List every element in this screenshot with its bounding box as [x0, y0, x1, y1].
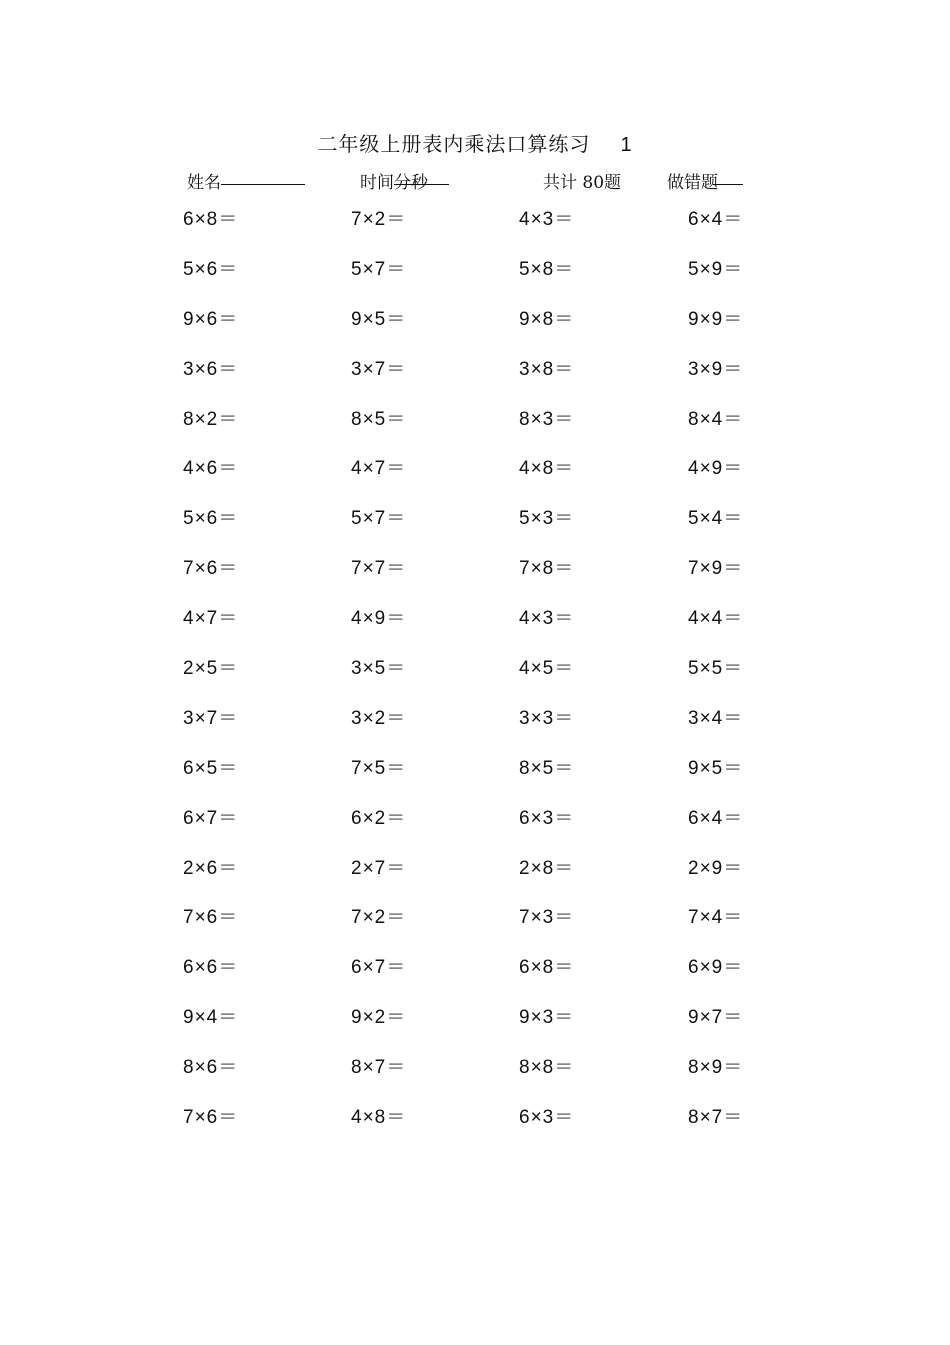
problem-row: [183, 354, 783, 404]
problem-row: [183, 204, 783, 254]
multiplication-problem: 3×9＝: [688, 358, 744, 380]
multiplication-problem: 5×9＝: [688, 258, 744, 280]
multiplication-problem: 3×5＝: [351, 658, 407, 680]
wrong-label: 做错: [667, 173, 701, 193]
multiplication-problem: 9×7＝: [688, 1007, 744, 1029]
multiplication-problem: 8×4＝: [688, 408, 744, 430]
multiplication-problem: 5×5＝: [688, 658, 744, 680]
multiplication-problem: 6×8＝: [519, 957, 575, 979]
problem-row: [183, 254, 783, 304]
wrong-unit: 题: [701, 173, 718, 193]
multiplication-problem: 4×6＝: [183, 458, 239, 480]
multiplication-problem: 6×7＝: [351, 957, 407, 979]
multiplication-problem: 4×8＝: [351, 1107, 407, 1129]
name-label: 姓名: [187, 173, 221, 193]
page-title: [0, 128, 950, 157]
multiplication-problem: 8×9＝: [688, 1057, 744, 1079]
multiplication-problem: 5×6＝: [183, 508, 239, 530]
multiplication-problem: 7×8＝: [519, 558, 575, 580]
wrong-blank[interactable]: [713, 168, 743, 185]
problem-row: [183, 404, 783, 454]
problem-row: [183, 553, 783, 603]
time-field[interactable]: [360, 168, 428, 193]
multiplication-problem: 7×7＝: [351, 558, 407, 580]
multiplication-problem: 4×4＝: [688, 608, 744, 630]
title-text: 二年级上册表内乘法口算练习: [317, 132, 591, 156]
multiplication-problem: 8×2＝: [183, 408, 239, 430]
multiplication-problem: 4×8＝: [519, 458, 575, 480]
total-count: 共计 80题: [543, 173, 622, 193]
multiplication-problem: 7×9＝: [688, 558, 744, 580]
multiplication-problem: 5×3＝: [519, 508, 575, 530]
minute-label: 分: [394, 173, 411, 193]
multiplication-problem: 4×3＝: [519, 608, 575, 630]
problem-row: [183, 453, 783, 503]
problem-row: [183, 952, 783, 1002]
multiplication-problem: 8×5＝: [351, 408, 407, 430]
multiplication-problem: 9×5＝: [351, 308, 407, 330]
multiplication-problem: 4×5＝: [519, 658, 575, 680]
multiplication-problem: 7×3＝: [519, 907, 575, 929]
multiplication-problem: 9×6＝: [183, 308, 239, 330]
multiplication-problem: 7×5＝: [351, 757, 407, 779]
multiplication-problem: 6×2＝: [351, 807, 407, 829]
multiplication-problem: 9×4＝: [183, 1007, 239, 1029]
multiplication-problem: 5×7＝: [351, 258, 407, 280]
multiplication-problem: 8×3＝: [519, 408, 575, 430]
multiplication-problem: 5×4＝: [688, 508, 744, 530]
multiplication-problem: 7×6＝: [183, 907, 239, 929]
multiplication-problem: 4×3＝: [519, 209, 575, 230]
time-label: 时间: [360, 173, 394, 193]
multiplication-problem: 7×2＝: [351, 907, 407, 929]
multiplication-problem: 3×7＝: [351, 358, 407, 380]
multiplication-problem: 9×2＝: [351, 1007, 407, 1029]
second-label: 秒: [411, 173, 428, 193]
multiplication-problem: 7×6＝: [183, 1107, 239, 1129]
problem-row: [183, 803, 783, 853]
multiplication-problem: 6×5＝: [183, 757, 239, 779]
problem-grid: [183, 204, 783, 1152]
problem-row: [183, 603, 783, 653]
multiplication-problem: 3×8＝: [519, 358, 575, 380]
wrong-field[interactable]: [667, 168, 718, 193]
multiplication-problem: 9×9＝: [688, 308, 744, 330]
title-number: 1: [620, 134, 633, 156]
multiplication-problem: 4×7＝: [183, 608, 239, 630]
multiplication-problem: 8×7＝: [688, 1107, 744, 1129]
name-blank[interactable]: [221, 168, 305, 185]
multiplication-problem: 2×9＝: [688, 857, 744, 879]
multiplication-problem: 2×7＝: [351, 857, 407, 879]
problem-row: [183, 503, 783, 553]
multiplication-problem: 6×4＝: [688, 807, 744, 829]
multiplication-problem: 5×8＝: [519, 258, 575, 280]
multiplication-problem: 8×6＝: [183, 1057, 239, 1079]
multiplication-problem: 8×5＝: [519, 757, 575, 779]
multiplication-problem: 7×6＝: [183, 558, 239, 580]
multiplication-problem: 7×2＝: [351, 209, 407, 230]
multiplication-problem: 8×8＝: [519, 1057, 575, 1079]
multiplication-problem: 2×6＝: [183, 857, 239, 879]
multiplication-problem: 4×9＝: [688, 458, 744, 480]
multiplication-problem: 5×6＝: [183, 258, 239, 280]
multiplication-problem: 9×3＝: [519, 1007, 575, 1029]
multiplication-problem: 9×5＝: [688, 757, 744, 779]
name-field[interactable]: [187, 168, 221, 193]
problem-row: [183, 1102, 783, 1152]
multiplication-problem: 6×9＝: [688, 957, 744, 979]
problem-row: [183, 1052, 783, 1102]
multiplication-problem: 6×7＝: [183, 807, 239, 829]
multiplication-problem: 3×2＝: [351, 707, 407, 729]
multiplication-problem: 6×8＝: [183, 209, 239, 230]
multiplication-problem: 8×7＝: [351, 1057, 407, 1079]
problem-row: [183, 902, 783, 952]
multiplication-problem: 6×4＝: [688, 209, 744, 230]
problem-row: [183, 1002, 783, 1052]
multiplication-problem: 3×6＝: [183, 358, 239, 380]
problem-row: [183, 703, 783, 753]
worksheet-header: [187, 168, 787, 192]
problem-row: [183, 304, 783, 354]
multiplication-problem: 7×4＝: [688, 907, 744, 929]
multiplication-problem: 9×8＝: [519, 308, 575, 330]
multiplication-problem: 3×7＝: [183, 707, 239, 729]
problem-row: [183, 653, 783, 703]
multiplication-problem: 2×8＝: [519, 857, 575, 879]
multiplication-problem: 6×6＝: [183, 957, 239, 979]
multiplication-problem: 5×7＝: [351, 508, 407, 530]
problem-row: [183, 853, 783, 903]
problem-row: [183, 753, 783, 803]
multiplication-problem: 3×3＝: [519, 707, 575, 729]
multiplication-problem: 3×4＝: [688, 707, 744, 729]
multiplication-problem: 4×9＝: [351, 608, 407, 630]
second-blank[interactable]: [411, 168, 449, 185]
multiplication-problem: 2×5＝: [183, 658, 239, 680]
multiplication-problem: 6×3＝: [519, 807, 575, 829]
multiplication-problem: 4×7＝: [351, 458, 407, 480]
multiplication-problem: 6×3＝: [519, 1107, 575, 1129]
